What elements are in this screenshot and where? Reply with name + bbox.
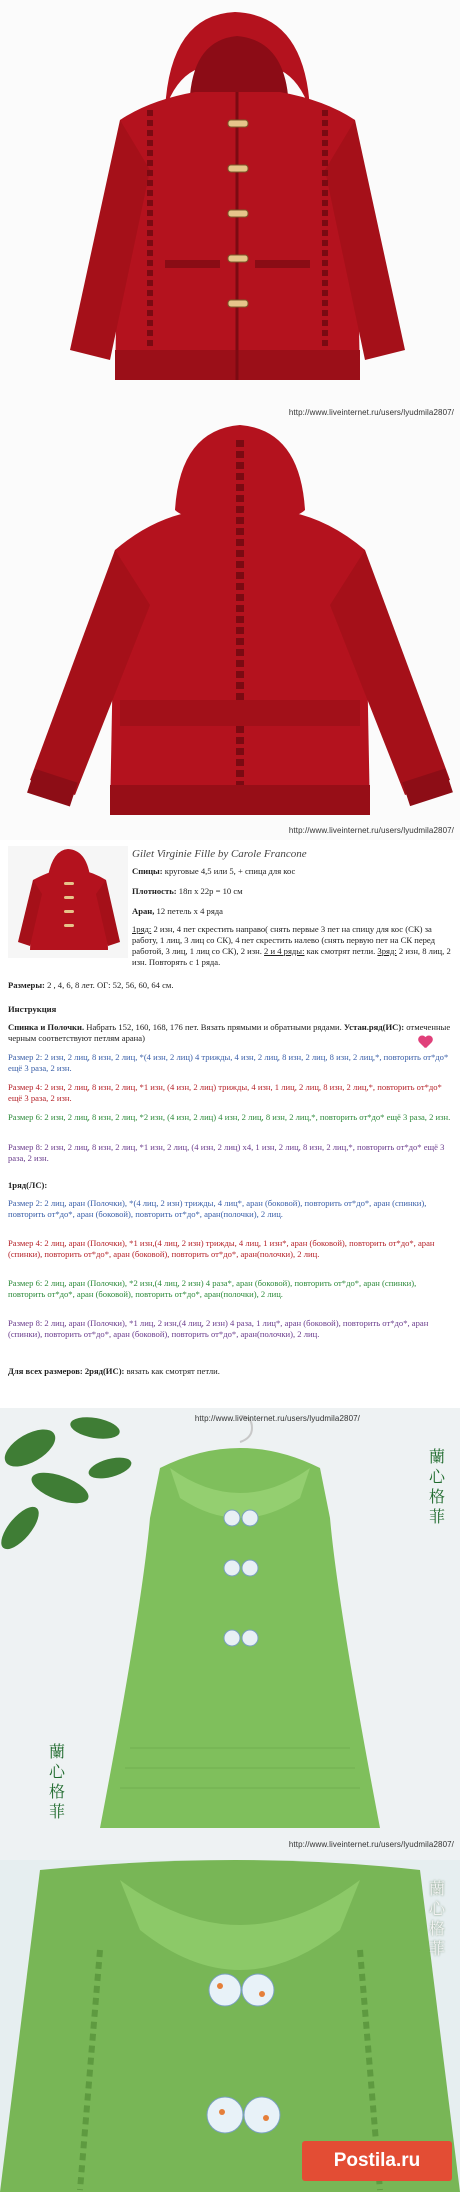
all-sizes-label: Для всех размеров: 2ряд(ИС): [8,1366,125,1376]
watermark-url: http://www.liveinternet.ru/users/lyudmila2807/ [288,1840,454,1849]
row1-size-2: Размер 2: 2 лиц, аран (Полочки), *(4 лиц, 2 изн) трижды, 4 лиц*, аран (боковой), повторить от*до*, аран (спинки), повторить от*до*, аран (боковой), повторить от*до*, аран(полочки), 2 лиц. [8,1198,427,1219]
pattern-instructions [0,840,460,1408]
all-sizes-text: вязать как смотрят петли. [126,1366,220,1376]
aran-text: 12 петель х 4 ряда [156,906,223,916]
body-label: Спинка и Полочки. [8,1022,85,1032]
sizes-label: Размеры: [8,980,45,990]
sizes-text: 2 , 4, 6, 8 лет. ОГ: 52, 56, 60, 64 см. [47,980,174,990]
watermark-url: http://www.liveinternet.ru/users/lyudmila2807/ [288,408,454,417]
signature-char: 蘭 [428,1879,445,1898]
all-sizes-line [8,1366,452,1377]
needles-label: Спицы: [132,866,163,876]
sizes-line [8,980,452,991]
pattern-title: Gilet Virginie Fille by Carole Francone [132,848,307,860]
postila-logo[interactable]: Postila.ru [302,2141,452,2181]
signature-char: 菲 [428,1939,445,1958]
setup-text: отмеченные черным соответствуют петлям арана) [8,1022,451,1043]
signature-char: 格 [48,1782,65,1801]
aran-row1-label: 1ряд: [132,924,152,934]
signature-char: 格 [428,1919,445,1938]
signature-char: 蘭 [48,1742,65,1761]
row1-heading: 1ряд(ЛС): [8,1180,48,1190]
gauge-label: Плотность: [132,886,177,896]
needles-text: круговые 4,5 или 5, + спица для кос [164,866,296,876]
aran-row1-text: 2 изн, 4 пет скрестить направо( снять первые 3 пет на спицу для кос (СК) за работу, 1 лиц, 3 лиц со СК), 4 пет скрестить налево (снять первую пет на СК перед работой, 3 лиц, 1 лиц со СК), 2 изн. [132,924,436,956]
photo-red-cardigan-front [0,0,460,420]
setup-label: Устан.ряд(ИС): [343,1022,405,1032]
body-intro [8,1022,452,1044]
heart-icon [418,1036,432,1050]
setup-size-2: Размер 2: 2 изн, 2 лиц, 8 изн, 2 лиц, *(4 изн, 2 лиц) 4 трижды, 4 изн, 2 лиц, 8 изн, 2 лиц, 8 изн, 2 лиц,*, повторить от*до* ещё 3 раза, 2 изн. [8,1052,449,1073]
aran-rows [132,924,454,968]
watermark-url: http://www.liveinternet.ru/users/lyudmila2807/ [194,1414,360,1423]
aran-line [132,906,452,917]
aran-label: Аран, [132,906,155,916]
aran-row3-label: 3ряд: [377,946,397,956]
gauge-text: 18п х 22р = 10 см [178,886,243,896]
setup-size-4: Размер 4: 2 изн, 2 лиц, 8 изн, 2 лиц, *1 изн, (4 изн, 2 лиц) трижды, 4 изн, 1 лиц, 2 лиц, 8 изн, 2 лиц,*, повторить от*до* ещё 3 раза, 2 изн. [8,1082,442,1103]
setup-size-8: Размер 8: 2 изн, 2 лиц, 8 изн, 2 лиц, *1 изн, 2 лиц, (4 изн, 2 лиц) х4, 1 изн, 2 лиц, 8 изн, 2 лиц,*, повторить от*до* ещё 3 раза, 2 изн. [8,1142,445,1163]
signature-char: 蘭 [428,1447,445,1466]
photo-red-cardigan-back [0,420,460,840]
aran-row3-text: 2 изн, 8 лиц, 2 изн. Повторять с 1 ряда. [132,946,451,967]
row1-size-6: Размер 6: 2 лиц, аран (Полочки), *2 изн,(4 лиц, 2 изн) 4 раза*, аран (боковой), повторить от*до*, аран (спинки), повторить от*до*, аран (боковой), повторить от*до*, аран(полочки), 2 лиц. [8,1278,417,1299]
aran-row24-text: как смотрят петли. [306,946,376,956]
signature-char: 菲 [48,1802,65,1821]
gauge-line [132,886,452,897]
signature-char: 心 [48,1762,65,1781]
photo-green-vest-front [0,1408,460,1860]
signature-char: 心 [428,1467,445,1486]
aran-row24-label: 2 и 4 ряды: [264,946,305,956]
needles-line [132,866,452,877]
watermark-url: http://www.liveinternet.ru/users/lyudmila2807/ [288,826,454,835]
signature-char: 格 [428,1487,445,1506]
setup-size-6: Размер 6: 2 изн, 2 лиц, 8 изн, 2 лиц, *2 изн, (4 изн, 2 лиц) 4 изн, 2 лиц, 8 изн, 2 лиц,*, повторить от*до* ещё 3 раза, 2 изн. [8,1112,451,1122]
row1-size-4: Размер 4: 2 лиц, аран (Полочки), *1 изн,(4 лиц, 2 изн) трижды, 4 лиц, 1 изн*, аран (боковой), повторить от*до*, аран (спинки), повторить от*до*, аран (боковой), повторить от*до*, аран(полочки), 2 лиц. [8,1238,435,1259]
signature-char: 菲 [428,1507,445,1526]
row1-size-8: Размер 8: 2 лиц, аран (Полочки), *1 лиц, 2 изн,(4 лиц, 2 изн) 4 раза, 1 лиц*, аран (боковой), повторить от*до*, аран (спинки), повторить от*до*, аран (боковой), повторить от*до*, аран(полочки), 2 лиц. [8,1318,429,1339]
signature-char: 心 [428,1899,445,1918]
body-text: Набрать 152, 160, 168, 176 пет. Вязать прямыми и обратными рядами. [86,1022,342,1032]
thumbnail-red-cardigan [8,846,128,958]
instructions-heading: Инструкция [8,1004,57,1014]
